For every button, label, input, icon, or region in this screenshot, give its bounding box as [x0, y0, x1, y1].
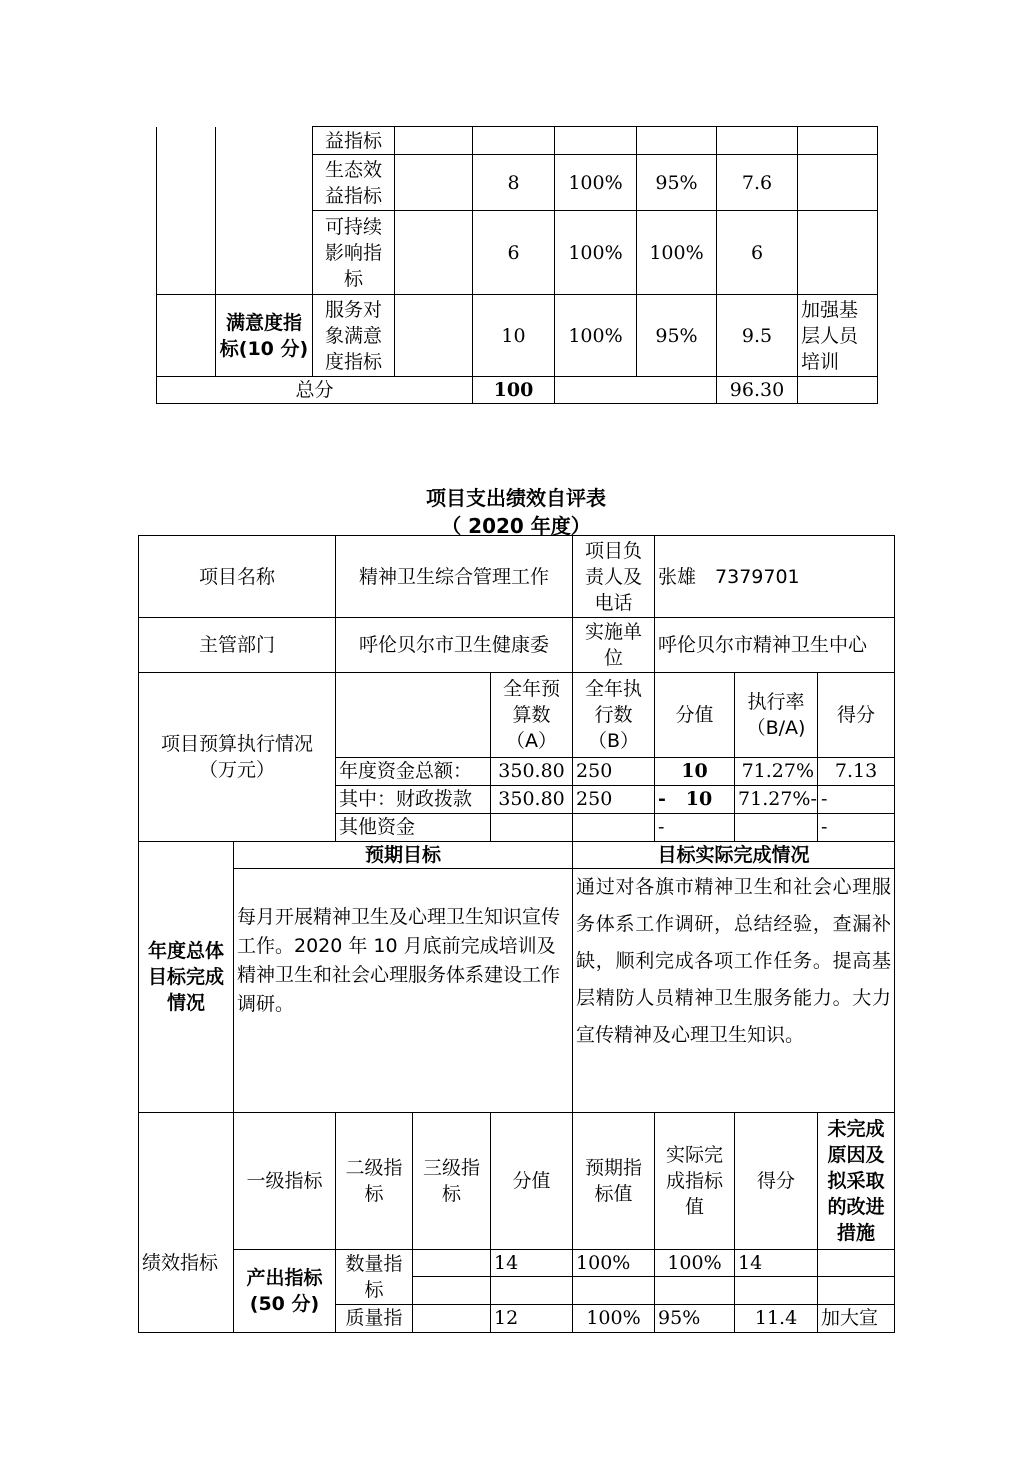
annual-exec-header: 全年执行数（B）	[573, 673, 655, 757]
budget-row-label: 其中：财政拨款	[336, 785, 491, 813]
level2-header: 二级指标	[336, 1113, 413, 1249]
reason-cell	[798, 127, 878, 155]
actual-cell: 100%	[637, 211, 717, 295]
score-header: 得分	[818, 673, 895, 757]
budget-points: - 10	[655, 785, 735, 813]
reason-cell	[798, 155, 878, 211]
blank-cell	[216, 127, 313, 295]
actual-cell: 100%	[655, 1249, 735, 1276]
continuation-table	[156, 126, 878, 404]
actual-cell: 95%	[655, 1304, 735, 1332]
level3-cell	[413, 1249, 491, 1276]
actual-cell	[637, 127, 717, 155]
budget-b: 250	[573, 785, 655, 813]
level3-header: 三级指标	[413, 1113, 491, 1249]
actual-goal-text: 通过对各旗市精神卫生和社会心理服务体系工作调研，总结经验，查漏补缺，顺利完成各项工作任务。提高基层精防人员精神卫生服务能力。大力宣传精神及心理卫生知识。	[573, 868, 895, 1113]
impl-value: 呼伦贝尔市精神卫生中心	[655, 618, 895, 673]
expected-header: 预期指标值	[573, 1113, 655, 1249]
actual-goal-label: 目标实际完成情况	[573, 841, 895, 868]
expected-cell: 100%	[573, 1304, 655, 1332]
expected-cell	[555, 127, 637, 155]
budget-a	[491, 813, 573, 841]
score-cell: 9.5	[717, 295, 798, 377]
actual-header: 实际完成指标值	[655, 1113, 735, 1249]
expected-cell: 100%	[555, 295, 637, 377]
perf-label: 绩效指标	[139, 1113, 234, 1333]
score-cell	[717, 127, 798, 155]
points-cell: 12	[491, 1304, 573, 1332]
indicator-cell: 益指标	[313, 127, 395, 155]
indicator-cell: 服务对象满意度指标	[313, 295, 395, 377]
points-cell: 10	[473, 295, 555, 377]
expected-goal-label: 预期目标	[234, 841, 573, 868]
project-evaluation-form	[138, 535, 895, 1333]
reason-cell: 加大宣	[818, 1304, 895, 1332]
annual-budget-header: 全年预算数（A）	[491, 673, 573, 757]
expected-cell: 100%	[573, 1249, 655, 1276]
budget-row-label: 其他资金	[336, 813, 491, 841]
budget-rate: 71.27%-	[735, 785, 818, 813]
reason-cell: 加强基层人员培训	[798, 295, 878, 377]
budget-score: -	[818, 813, 895, 841]
output-label: 产出指标 (50 分)	[234, 1249, 336, 1332]
expected-goal-text: 每月开展精神卫生及心理卫生知识宣传工作。2020 年 10 月底前完成培训及精神卫生和社会心理服务体系建设工作调研。	[234, 868, 573, 1113]
total-score: 96.30	[717, 377, 798, 404]
indicator-cell: 可持续影响指标	[313, 211, 395, 295]
reason-header: 未完成原因及拟采取的改进措施	[818, 1113, 895, 1249]
form-title: 项目支出绩效自评表	[426, 486, 606, 510]
points-header: 分值	[655, 673, 735, 757]
points-cell: 8	[473, 155, 555, 211]
reason-cell	[818, 1249, 895, 1276]
actual-cell: 95%	[637, 295, 717, 377]
level2-cell: 数量指标	[336, 1249, 413, 1304]
budget-label: 项目预算执行情况 （万元）	[139, 673, 336, 841]
points-cell: 14	[491, 1249, 573, 1276]
level3-cell	[413, 1304, 491, 1332]
dept-label: 主管部门	[139, 618, 336, 673]
impl-label: 实施单位	[573, 618, 655, 673]
expected-cell: 100%	[555, 155, 637, 211]
points-header: 分值	[491, 1113, 573, 1249]
level1-header: 一级指标	[234, 1113, 336, 1249]
expected-cell: 100%	[555, 211, 637, 295]
project-name-label: 项目名称	[139, 536, 336, 618]
blank-cell	[157, 127, 216, 295]
project-name-value: 精神卫生综合管理工作	[336, 536, 573, 618]
points-cell: 6	[473, 211, 555, 295]
satisfaction-label: 满意度指标(10 分)	[216, 295, 313, 377]
budget-a: 350.80	[491, 785, 573, 813]
score-header: 得分	[735, 1113, 818, 1249]
budget-score: 7.13	[818, 757, 895, 785]
rate-header: 执行率（B/A)	[735, 673, 818, 757]
budget-a: 350.80	[491, 757, 573, 785]
budget-row-label: 年度资金总额：	[336, 757, 491, 785]
budget-score: -	[818, 785, 895, 813]
budget-rate: 71.27%	[735, 757, 818, 785]
total-label: 总分	[157, 377, 473, 404]
actual-cell: 95%	[637, 155, 717, 211]
budget-points: -	[655, 813, 735, 841]
points-cell	[473, 127, 555, 155]
leader-value: 张雄 7379701	[655, 536, 895, 618]
goal-label: 年度总体目标完成情况	[139, 841, 234, 1113]
budget-b	[573, 813, 655, 841]
score-cell: 7.6	[717, 155, 798, 211]
score-cell: 11.4	[735, 1304, 818, 1332]
reason-cell	[798, 211, 878, 295]
budget-points: 10	[655, 757, 735, 785]
dept-value: 呼伦贝尔市卫生健康委	[336, 618, 573, 673]
indicator-cell: 生态效益指标	[313, 155, 395, 211]
score-cell: 6	[717, 211, 798, 295]
total-points: 100	[473, 377, 555, 404]
budget-b: 250	[573, 757, 655, 785]
level2-cell: 质量指	[336, 1304, 413, 1332]
form-year: （ 2020 年度）	[441, 514, 591, 538]
leader-label: 项目负责人及电话	[573, 536, 655, 618]
score-cell: 14	[735, 1249, 818, 1276]
budget-rate	[735, 813, 818, 841]
